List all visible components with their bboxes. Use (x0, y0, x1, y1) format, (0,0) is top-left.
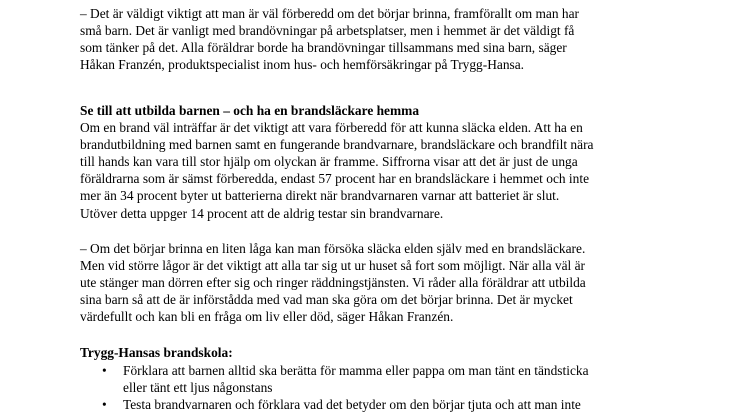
bullet-icon: • (102, 363, 107, 378)
text-line: som tänker på det. Alla föräldrar borde ha brandövningar tillsammans med sina barn, säger (80, 40, 567, 56)
text-line: Men vid större lågor är det viktigt att alla tar sig ut ur huset så fort som möjligt. När alla väl är (80, 258, 585, 274)
text-line: eller tänt ett ljus någonstans (123, 380, 273, 396)
text-line: till hands kan vara till stor hjälp om olyckan är framme. Siffrorna visar att det är just de unga (80, 154, 578, 170)
text-line: brandutbildning med barnen samt en fungerande brandvarnare, brandsläckare och brandfilt nära (80, 137, 594, 153)
list-item (80, 396, 720, 413)
text-line: Om en brand väl inträffar är det viktigt att vara förberedd för att kunna släcka elden. Att ha en (80, 120, 583, 136)
section-heading: Se till att utbilda barnen – och ha en brandsläckare hemma (80, 103, 420, 118)
text-line: ute stänger man dörren efter sig och ringer räddningstjänsten. Vi råder alla föräldrar att utbilda (80, 275, 586, 291)
section-brandslackare (80, 102, 680, 222)
text-line: föräldrarna som är sämst förberedda, endast 57 procent har en brandsläckare i hemmet och inte (80, 171, 590, 187)
text-line: små barn. Det är vanligt med brandövningar på arbetsplatser, men i hemmet är det väldigt få (80, 23, 575, 39)
paragraph-quote-brinna (80, 240, 680, 325)
text-line: Förklara att barnen alltid ska berätta för mamma eller pappa om man tänt en tändsticka (123, 363, 589, 378)
text-line: sina barn så att de är införstådda med vad man ska göra om det börjar brinna. Det är mycket (80, 292, 573, 308)
list-item (80, 362, 720, 396)
text-line: Utöver detta uppger 14 procent att de aldrig testar sin brandvarnare. (80, 205, 444, 221)
text-line: mer än 34 procent byter ut batterierna direkt när brandvarnaren varnar att batteriet är slut. (80, 188, 560, 204)
text-line: Testa brandvarnaren och förklara vad det betyder om den börjar tjuta och att man inte (123, 397, 581, 413)
bullet-list (80, 362, 720, 413)
text-line: värdefullt och kan bli en fråga om liv eller död, säger Håkan Franzén. (80, 309, 454, 325)
section-heading: Trygg-Hansas brandskola: (80, 345, 233, 360)
paragraph-intro-quote (80, 5, 680, 73)
text-line: Håkan Franzén, produktspecialist inom hus- och hemförsäkringar på Trygg-Hansa. (80, 57, 525, 73)
text-line: – Om det börjar brinna en liten låga kan man försöka släcka elden själv med en brandsläckare. (80, 241, 586, 256)
section-brandskola (80, 344, 680, 361)
bullet-icon: • (102, 397, 107, 413)
text-line: – Det är väldigt viktigt att man är väl förberedd om det börjar brinna, framförallt om man har (80, 6, 580, 21)
